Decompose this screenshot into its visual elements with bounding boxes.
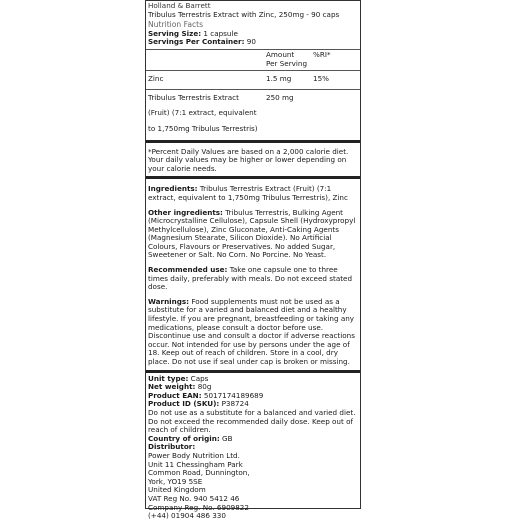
servings-per-container — [148, 38, 358, 47]
footnote-line: Your daily values may be higher or lower depending on — [148, 155, 347, 165]
other-ingredients-text: Sweetener or Salt. No Corn. No Porcine. No Yeast. — [148, 250, 327, 260]
product-ean-value: 5017174189689 — [203, 390, 264, 400]
nutrient-name: Zinc — [148, 74, 164, 84]
other-ingredients-text: Methylcellulose), Zinc Gluconate, Anti-Caking Agents — [148, 224, 339, 234]
ri-header: %RI* — [313, 49, 331, 59]
warnings-text: medications, please consult a doctor before use. — [148, 322, 324, 332]
thick-divider — [146, 140, 360, 143]
distributor-phone-line: (+44) 01904 486 330 — [148, 511, 226, 521]
nutrition-row-zinc — [148, 71, 358, 87]
product-title: Tribulus Terrestris Extract with Zinc, 250mg - 90 caps — [148, 9, 340, 19]
extract-detail-line1: (Fruit) (7:1 extract, equivalent — [148, 108, 257, 118]
recommended-use-section — [148, 266, 358, 292]
warnings-text: Food supplements must not be used as a — [191, 296, 340, 306]
distributor-address-line: United Kingdom — [148, 485, 206, 495]
net-weight-label: Net weight: — [148, 382, 196, 392]
other-ingredients-text: Tribulus Terrestris, Bulking Agent — [225, 207, 343, 217]
distributor-company-reg-line: Company Reg. No. 6909822 — [148, 502, 249, 512]
servings-label: Servings Per Container: — [148, 37, 245, 47]
product-ean-label: Product EAN: — [148, 390, 202, 400]
brand-name: Holland & Barrett — [148, 1, 211, 10]
country-of-origin-label: Country of origin: — [148, 433, 220, 443]
amount-header-line2: Per Serving — [266, 58, 308, 68]
net-weight-value: 80g — [197, 382, 212, 392]
thick-divider — [146, 176, 360, 179]
usage-notice-line: Do not exceed the recommended daily dose. Keep out of — [148, 416, 354, 426]
nutrient-ri — [313, 94, 358, 103]
recommended-use-text: times daily, preferably with meals. Do not exceed stated — [148, 273, 353, 283]
warnings-text: 18. Keep out of reach of children. Store in a cool, dry — [148, 348, 338, 358]
usage-notice-line: reach of children. — [148, 425, 211, 435]
other-ingredients-text: Colours, Flavours or Preservatives. No added Sugar, — [148, 241, 336, 251]
distributor-address-line: York, YO19 5SE — [148, 476, 203, 486]
ingredients-text: extract, equivalent to 1,750mg Tribulus Terrestris), Zinc — [148, 192, 348, 202]
recommended-use-label: Recommended use: — [148, 265, 228, 275]
other-ingredients-label: Other ingredients: — [148, 207, 223, 217]
warnings-label: Warnings: — [148, 296, 190, 306]
servings-value: 90 — [246, 37, 256, 47]
distributor-label: Distributor: — [148, 442, 196, 452]
distributor-address-line: Common Road, Dunnington, — [148, 468, 250, 478]
warnings-text: place. Do not use if seal under cap is broken or missing. — [148, 357, 350, 366]
distributor-address-line: Power Body Nutrition Ltd. — [148, 450, 240, 460]
nutrition-facts-heading: Nutrition Facts — [148, 20, 204, 30]
recommended-use-text: dose. — [148, 282, 168, 292]
distributor-vat-line: VAT Reg No. 940 5412 46 — [148, 493, 240, 503]
usage-notice-line: Do not use as a substitute for a balanced and varied diet. — [148, 407, 356, 417]
other-ingredients-text: (Magnesium Stearate, Silicon Dioxide). No Artificial — [148, 233, 332, 243]
other-ingredients-text: (Microcrystalline Cellulose), Capsule Shell (Hydroxypropyl — [148, 216, 356, 226]
footnote-line: *Percent Daily Values are based on a 2,000 calorie diet. — [148, 146, 349, 156]
amount-header-line1: Amount — [266, 49, 295, 59]
ingredients-label: Ingredients: — [148, 184, 198, 194]
nutrient-amount: 250 mg — [266, 92, 294, 102]
nutrient-name: Tribulus Terrestris Extract — [148, 92, 239, 102]
nutrient-ri: 15% — [313, 74, 329, 84]
serving-size-value: 1 capsule — [203, 28, 238, 38]
warnings-section — [148, 298, 358, 367]
ingredients-text: Tribulus Terrestris Extract (Fruit) (7:1 — [199, 184, 332, 194]
unit-type-label: Unit type: — [148, 373, 189, 383]
amount-header — [266, 51, 313, 68]
distributor-address-line: Unit 11 Chessingham Park — [148, 459, 243, 469]
thick-divider — [146, 370, 360, 373]
nutrition-table-header — [148, 51, 358, 68]
warnings-text: substitute for a varied and balanced diet and a healthy — [148, 305, 347, 315]
warnings-text: lifestyle. If you are pregnant, breastfeeding or taking any — [148, 314, 355, 324]
warnings-text: Discontinue use and consult a doctor if adverse reactions — [148, 331, 355, 341]
serving-size-label: Serving Size: — [148, 28, 202, 38]
product-details-section — [148, 375, 358, 521]
ingredients-section — [148, 185, 358, 202]
extract-detail-line2: to 1,750mg Tribulus Terrestris) — [148, 123, 258, 133]
country-of-origin-value: GB — [222, 433, 233, 443]
footnote-line: your calorie needs. — [148, 163, 217, 173]
warnings-text: occur. Not intended for use by persons under the age of — [148, 339, 350, 349]
unit-type-value: Caps — [190, 373, 209, 383]
nutrition-row-tribulus — [148, 90, 358, 106]
recommended-use-text: Take one capsule one to three — [229, 265, 338, 275]
product-id-value: P38724 — [221, 399, 249, 409]
supplement-facts-label — [145, 0, 361, 521]
product-id-label: Product ID (SKU): — [148, 399, 220, 409]
nutrient-amount: 1.5 mg — [266, 74, 292, 84]
other-ingredients-section — [148, 209, 358, 261]
daily-value-footnote — [148, 148, 358, 174]
